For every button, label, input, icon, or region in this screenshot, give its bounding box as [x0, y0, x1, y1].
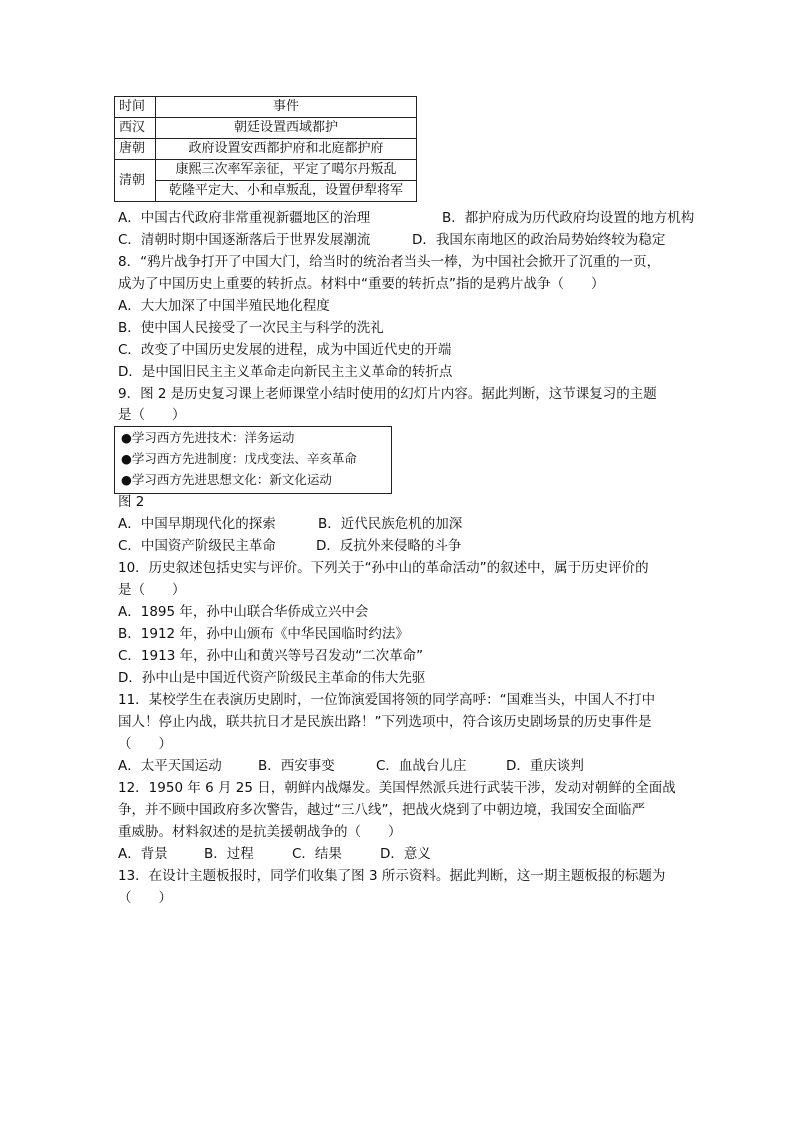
slide-bullet: ●学习西方先进制度：戊戌变法、辛亥革命: [121, 451, 357, 466]
q8-option-a: A．大大加深了中国半殖民地化程度: [118, 298, 330, 314]
slide-bullet: ●学习西方先进技术：洋务运动: [121, 430, 295, 445]
q8-option-c: C．改变了中国历史发展的进程，成为中国近代史的开端: [118, 342, 452, 358]
q11-option-d: D．重庆谈判: [506, 758, 584, 774]
q7-option-a: A．中国古代政府非常重视新疆地区的治理: [118, 210, 371, 226]
q12-stem-line1: 12．1950 年 6 月 25 日，朝鲜内战爆发。美国悍然派兵进行武装干涉，发动对朝鲜的全面战: [118, 780, 676, 796]
table-cell-event: 朝廷设置西域都护: [156, 118, 417, 139]
table-header-event: 事件: [156, 97, 417, 118]
q11-stem-line1: 11．某校学生在表演历史剧时，一位饰演爱国将领的同学高呼：“国难当头，中国人不打中: [118, 692, 656, 708]
slide-summary-box: [114, 426, 392, 494]
q8-option-b: B．使中国人民接受了一次民主与科学的洗礼: [118, 320, 384, 336]
table-cell-event: 康熙三次率军亲征，平定了噶尔丹叛乱: [156, 160, 417, 181]
table-header-row: [115, 97, 417, 118]
q7-option-d: D．我国东南地区的政治局势始终较为稳定: [412, 232, 666, 248]
q9-stem-line1: 9．图 2 是历史复习课上老师课堂小结时使用的幻灯片内容。据此判断，这节课复习的主题: [118, 386, 657, 402]
slide-bullet: ●学习西方先进思想文化：新文化运动: [121, 472, 332, 487]
table-row: [115, 118, 417, 139]
q10-option-d: D．孙中山是中国近代资产阶级民主革命的伟大先驱: [118, 670, 426, 686]
figure-2-caption: 图 2: [118, 494, 145, 510]
table-cell-event: 政府设置安西都护府和北庭都护府: [156, 139, 417, 160]
q12-option-a: A．背景: [118, 846, 168, 862]
q8-option-d: D．是中国旧民主主义革命走向新民主主义革命的转折点: [118, 364, 453, 380]
q11-stem-line3: （ ）: [118, 736, 172, 752]
table-row: [115, 160, 417, 181]
q12-option-c: C．结果: [292, 846, 342, 862]
q13-stem-line1: 13．在设计主题板报时，同学们收集了图 3 所示资料。据此判断，这一期主题板报的标题为: [118, 868, 666, 884]
q11-option-b: B．西安事变: [258, 758, 335, 774]
table-header-time: 时间: [115, 97, 156, 118]
q9-option-b: B．近代民族危机的加深: [318, 516, 463, 532]
q12-stem-line2: 争，并不顾中国政府多次警告，越过“三八线”，把战火烧到了中朝边境，我国安全面临严: [118, 802, 645, 818]
q7-option-c: C．清朝时期中国逐渐落后于世界发展潮流: [118, 232, 371, 248]
q11-option-a: A．太平天国运动: [118, 758, 222, 774]
q9-stem-line2: 是（ ）: [118, 407, 186, 423]
q11-option-c: C．血战台儿庄: [376, 758, 467, 774]
q9-option-d: D．反抗外来侵略的斗争: [316, 538, 462, 554]
q9-option-a: A．中国早期现代化的探索: [118, 516, 276, 532]
history-events-table: [114, 96, 417, 202]
q11-stem-line2: 国人！停止内战，联共抗日才是民族出路！”下列选项中，符合该历史剧场景的历史事件是: [118, 714, 652, 730]
table-row: [115, 139, 417, 160]
table-row: [115, 181, 417, 202]
table-cell-time: 唐朝: [115, 139, 156, 160]
q12-option-b: B．过程: [204, 846, 254, 862]
q12-option-d: D．意义: [380, 846, 431, 862]
q9-option-c: C．中国资产阶级民主革命: [118, 538, 276, 554]
q10-option-c: C．1913 年，孙中山和黄兴等号召发动“二次革命”: [118, 648, 424, 664]
q8-stem-line1: 8．“鸦片战争打开了中国大门，给当时的统治者当头一棒，为中国社会掀开了沉重的一页，: [118, 254, 661, 270]
q12-stem-line3: 重威胁。材料叙述的是抗美援朝战争的（ ）: [118, 824, 402, 840]
table-cell-event: 乾隆平定大、小和卓叛乱，设置伊犁将军: [156, 181, 417, 202]
q13-stem-line2: （ ）: [118, 890, 172, 906]
q10-stem-line1: 10．历史叙述包括史实与评价。下列关于“孙中山的革命活动”的叙述中，属于历史评价的: [118, 560, 649, 576]
q7-option-b: B．都护府成为历代政府均设置的地方机构: [442, 210, 695, 226]
table-cell-time: 西汉: [115, 118, 156, 139]
q10-stem-line2: 是（ ）: [118, 582, 186, 598]
q10-option-b: B．1912 年，孙中山颁布《中华民国临时约法》: [118, 626, 409, 642]
q8-stem-line2: 成为了中国历史上重要的转折点。材料中“重要的转折点”指的是鸦片战争（ ）: [118, 276, 605, 292]
table-cell-time: 清朝: [115, 160, 156, 202]
q10-option-a: A．1895 年，孙中山联合华侨成立兴中会: [118, 604, 369, 620]
